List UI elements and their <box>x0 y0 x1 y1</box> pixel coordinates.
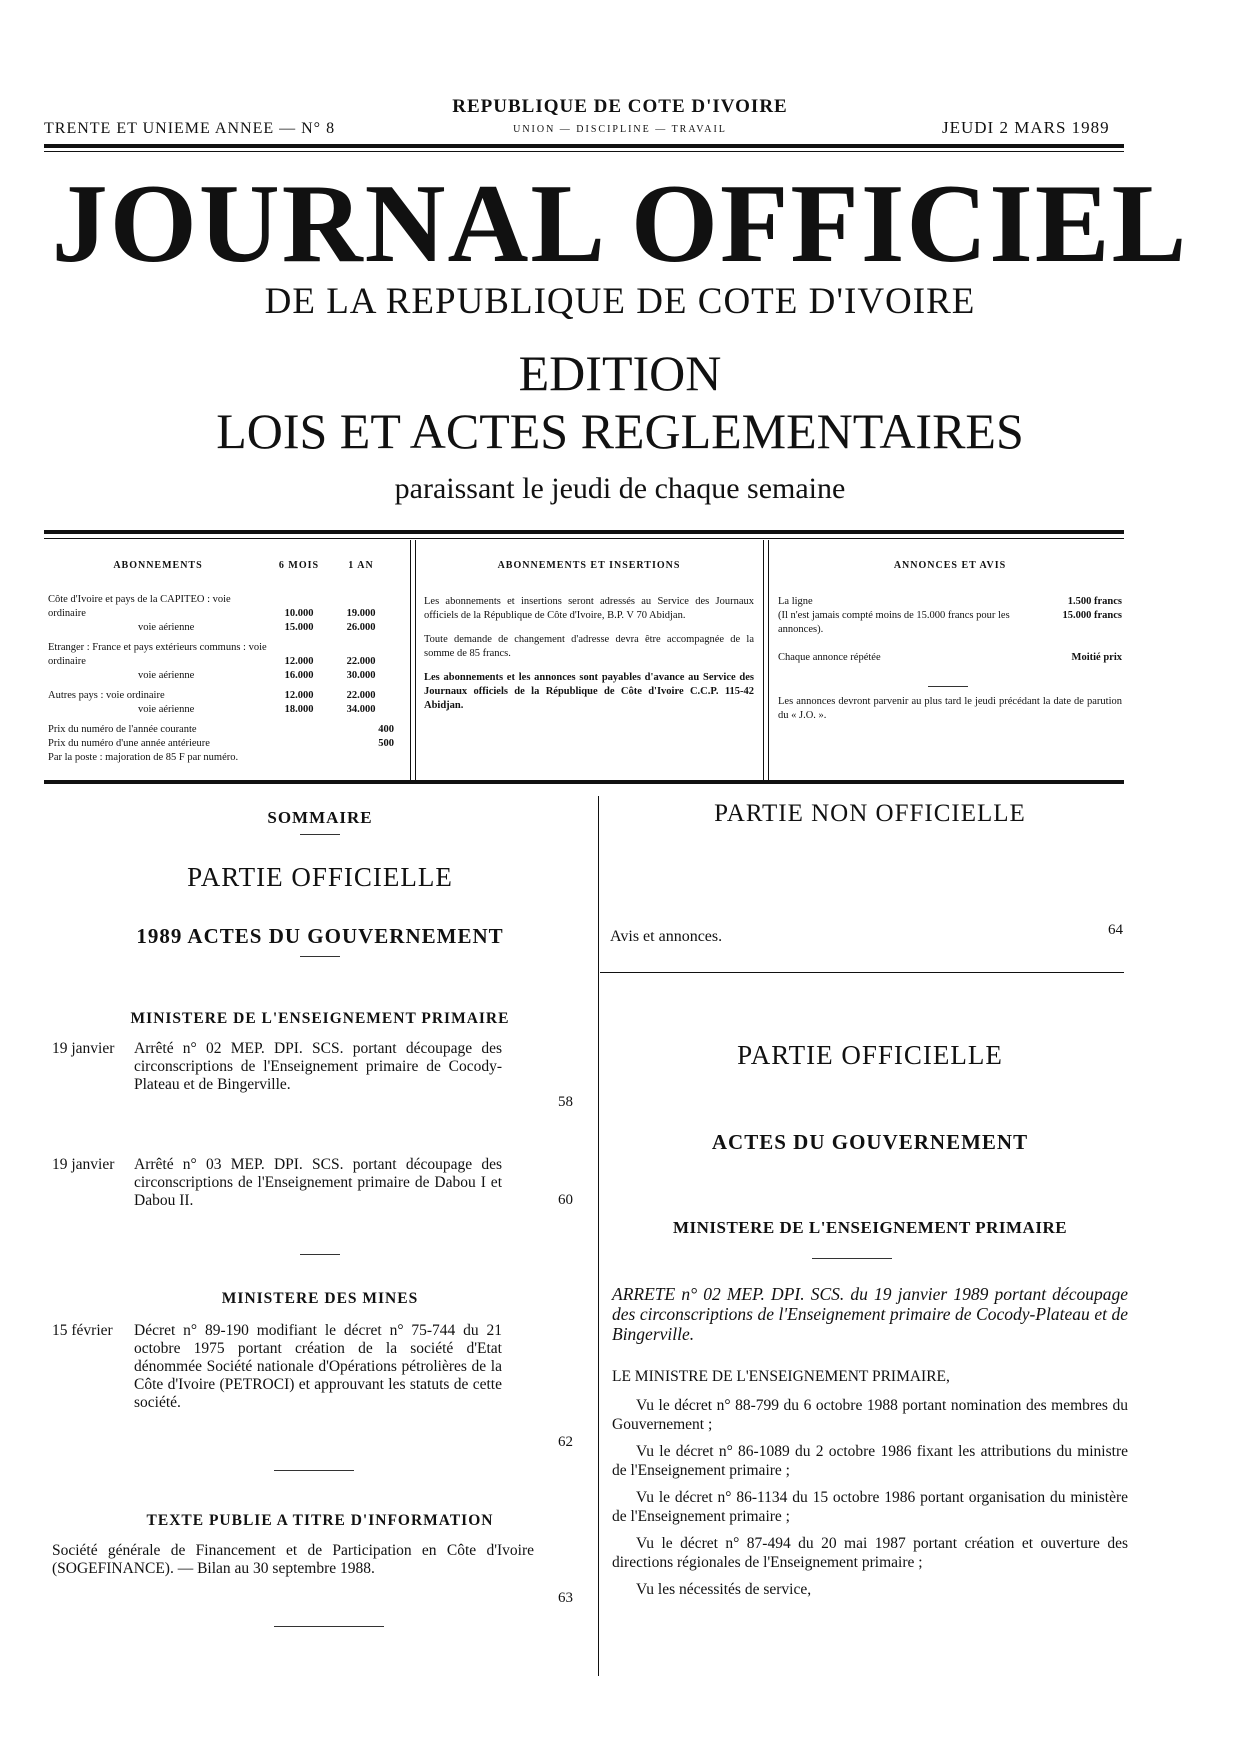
toc-page-4: 63 <box>558 1590 573 1606</box>
abonnements-heading: ABONNEMENTS <box>113 560 203 571</box>
box-top-rule <box>44 530 1124 534</box>
repetee-label: Chaque annonce répétée <box>778 652 881 663</box>
info-sep <box>274 1626 384 1627</box>
mines-sep <box>274 1470 354 1471</box>
ens-sep <box>300 1254 340 1255</box>
abonnement-1an: 34.000 <box>346 704 376 715</box>
avis-annonces[interactable]: Avis et annonces. <box>610 928 723 945</box>
minimum-val: 15.000 francs <box>1062 610 1122 621</box>
box-bottom-rule <box>44 780 1124 784</box>
journal-title: JOURNAL OFFICIEL <box>51 162 1189 286</box>
le-ministre: LE MINISTRE DE L'ENSEIGNEMENT PRIMAIRE, <box>612 1368 950 1385</box>
partie-officielle-left: PARTIE OFFICIELLE <box>187 862 453 892</box>
ligne-val: 1.500 francs <box>1067 596 1122 607</box>
toc-date: 15 février <box>52 1322 113 1339</box>
repetee-val: Moitié prix <box>1071 652 1122 663</box>
partie-officielle-right: PARTIE OFFICIELLE <box>737 1040 1003 1070</box>
insertions-p2: Toute demande de changement d'adresse devra être accompagnée de la somme de 85 francs. <box>424 634 754 659</box>
prix-anterieur-val: 500 <box>378 738 394 749</box>
abonnement-6mois: 15.000 <box>284 622 314 633</box>
arrete-title: ARRETE n° 02 MEP. DPI. SCS. du 19 janvier 1989 portant découpage des circonscriptions de l'Enseignement primaire de Cocody-Plateau et de Bingerville. <box>612 1284 1128 1344</box>
abonnement-row <box>48 621 404 635</box>
toc-entry-3[interactable] <box>52 1322 542 1412</box>
abonnement-row <box>48 703 404 717</box>
vu-item: Vu le décret n° 86-1134 du 15 octobre 1986 portant organisation du ministère de l'Enseignement primaire ; <box>612 1489 1128 1525</box>
prix-courant-val: 400 <box>378 724 394 735</box>
ligne-label: La ligne <box>778 596 813 607</box>
toc-text: Arrêté n° 03 MEP. DPI. SCS. portant découpage des circonscriptions de l'Enseignement primaire de Dabou I et Dabou II. <box>134 1156 502 1209</box>
box-top-rule-thin <box>44 538 1124 539</box>
toc-date: 19 janvier <box>52 1156 115 1173</box>
abonnement-label: Etranger : France et pays extérieurs communs : voie ordinaire <box>48 642 267 667</box>
abonnement-1an: 19.000 <box>346 608 376 619</box>
abonnement-row <box>48 641 404 669</box>
actes-right: ACTES DU GOUVERNEMENT <box>711 1130 1029 1154</box>
annonces-box <box>778 560 1122 723</box>
abonnement-6mois: 12.000 <box>284 656 314 667</box>
toc-entry-2[interactable] <box>52 1156 542 1210</box>
vu-list <box>612 1396 1128 1599</box>
abonnement-label: voie aérienne <box>138 704 195 715</box>
actes-left-sep <box>300 956 340 957</box>
ministere-right: MINISTERE DE L'ENSEIGNEMENT PRIMAIRE <box>672 1218 1068 1237</box>
insertions-p1: Les abonnements et insertions seront adressés au Service des Journaux officiels de la République de Côte d'Ivoire, B.P. V 70 Abidjan. <box>424 596 754 621</box>
min-ens-heading: MINISTERE DE L'ENSEIGNEMENT PRIMAIRE <box>130 1010 510 1027</box>
abonnement-1an: 26.000 <box>346 622 376 633</box>
toc-entry-1[interactable] <box>52 1040 542 1094</box>
annonces-sep <box>928 686 968 687</box>
toc-page-1: 58 <box>558 1094 573 1110</box>
abonnements-box <box>48 560 404 765</box>
toc-entry-4[interactable]: Société générale de Financement et de Participation en Côte d'Ivoire (SOGEFINANCE). — Bilan au 30 septembre 1988. <box>52 1542 534 1577</box>
issue-date: JEUDI 2 MARS 1989 <box>942 118 1110 137</box>
column-divider <box>598 796 599 1676</box>
header-rule <box>44 144 1124 148</box>
country-name: REPUBLIQUE DE COTE D'IVOIRE <box>452 96 788 117</box>
abonnement-label: Autres pays : voie ordinaire <box>48 690 165 701</box>
toc-page-2: 60 <box>558 1192 573 1208</box>
right-hrule <box>600 972 1124 973</box>
box-divider-1 <box>410 540 411 780</box>
abonnement-6mois: 12.000 <box>284 690 314 701</box>
abonnement-label: voie aérienne <box>138 670 195 681</box>
info-heading: TEXTE PUBLIE A TITRE D'INFORMATION <box>146 1512 494 1529</box>
abonnement-6mois: 18.000 <box>284 704 314 715</box>
min-mines-heading: MINISTERE DES MINES <box>221 1290 419 1307</box>
abonnement-row <box>48 669 404 683</box>
abonnement-6mois: 16.000 <box>284 670 314 681</box>
avis-page: 64 <box>1108 922 1123 938</box>
abonnement-1an: 30.000 <box>346 670 376 681</box>
insertions-box <box>424 560 754 713</box>
delai-note: Les annonces devront parvenir au plus tard le jeudi précédant la date de parution du « J.O. ». <box>778 696 1122 721</box>
toc-date: 19 janvier <box>52 1040 115 1057</box>
minimum-note: (Il n'est jamais compté moins de 15.000 francs pour les annonces). <box>778 610 1010 635</box>
prix-courant: Prix du numéro de l'année courante <box>48 724 197 735</box>
national-motto: UNION — DISCIPLINE — TRAVAIL <box>513 124 727 135</box>
vu-item: Vu le décret n° 87-494 du 20 mai 1987 portant création et ouverture des directions régionales de l'Enseignement primaire ; <box>612 1535 1128 1571</box>
toc-page-3: 62 <box>558 1434 573 1450</box>
box-divider-1b <box>415 540 416 780</box>
abonnements-rows <box>48 593 404 723</box>
vu-item: Vu les nécessités de service, <box>636 1581 812 1598</box>
ministere-right-sep <box>812 1258 892 1259</box>
box-divider-2b <box>768 540 769 780</box>
abonnement-1an: 22.000 <box>346 656 376 667</box>
sommaire-sep <box>300 834 340 835</box>
year-issue: TRENTE ET UNIEME ANNEE — N° 8 <box>44 120 336 137</box>
abonnement-6mois: 10.000 <box>284 608 314 619</box>
frequency-line: paraissant le jeudi de chaque semaine <box>394 472 846 505</box>
vu-item: Vu le décret n° 86-1089 du 2 octobre 1986 fixant les attributions du ministre de l'Enseignement primaire ; <box>612 1443 1128 1479</box>
poste-note: Par la poste : majoration de 85 F par numéro. <box>48 752 239 763</box>
abonnement-row <box>48 689 404 703</box>
abonnement-row <box>48 593 404 621</box>
abonnement-1an: 22.000 <box>346 690 376 701</box>
vu-item: Vu le décret n° 88-799 du 6 octobre 1988 portant nomination des membres du Gouvernement ; <box>612 1397 1128 1433</box>
abonnement-label: Côte d'Ivoire et pays de la CAPITEO : voie ordinaire <box>48 594 231 619</box>
journal-subtitle: DE LA REPUBLIQUE DE COTE D'IVOIRE <box>264 281 976 322</box>
col-6mois: 6 MOIS <box>278 560 320 571</box>
prix-anterieur: Prix du numéro d'une année antérieure <box>48 738 210 749</box>
toc-text: Décret n° 89-190 modifiant le décret n° 75-744 du 21 octobre 1975 portant création de la société d'Etat dénommée Société nationale d'Opérations pétrolières de la Côte d'Ivoire (PETROCI) et approuvant les statuts de cette société. <box>134 1322 502 1411</box>
partie-non-officielle: PARTIE NON OFFICIELLE <box>714 800 1026 827</box>
annonces-heading: ANNONCES ET AVIS <box>893 560 1007 571</box>
insertions-p3: Les abonnements et les annonces sont payables d'avance au Service des Journaux officiels de la République de Côte d'Ivoire C.C.P. 115-42 Abidjan. <box>424 672 754 711</box>
sommaire-heading: SOMMAIRE <box>267 808 373 827</box>
box-divider-2 <box>763 540 764 780</box>
abonnement-label: voie aérienne <box>138 622 195 633</box>
toc-text: Arrêté n° 02 MEP. DPI. SCS. portant découpage des circonscriptions de l'Enseignement primaire de Cocody-Plateau et de Bingerville. <box>134 1040 502 1093</box>
insertions-heading: ABONNEMENTS ET INSERTIONS <box>497 560 681 571</box>
actes-left: 1989 ACTES DU GOUVERNEMENT <box>136 924 504 948</box>
col-1an: 1 AN <box>348 560 374 571</box>
edition-label: EDITION <box>518 345 722 401</box>
edition-name: LOIS ET ACTES REGLEMENTAIRES <box>216 403 1024 459</box>
header-rule-thin <box>44 151 1124 152</box>
